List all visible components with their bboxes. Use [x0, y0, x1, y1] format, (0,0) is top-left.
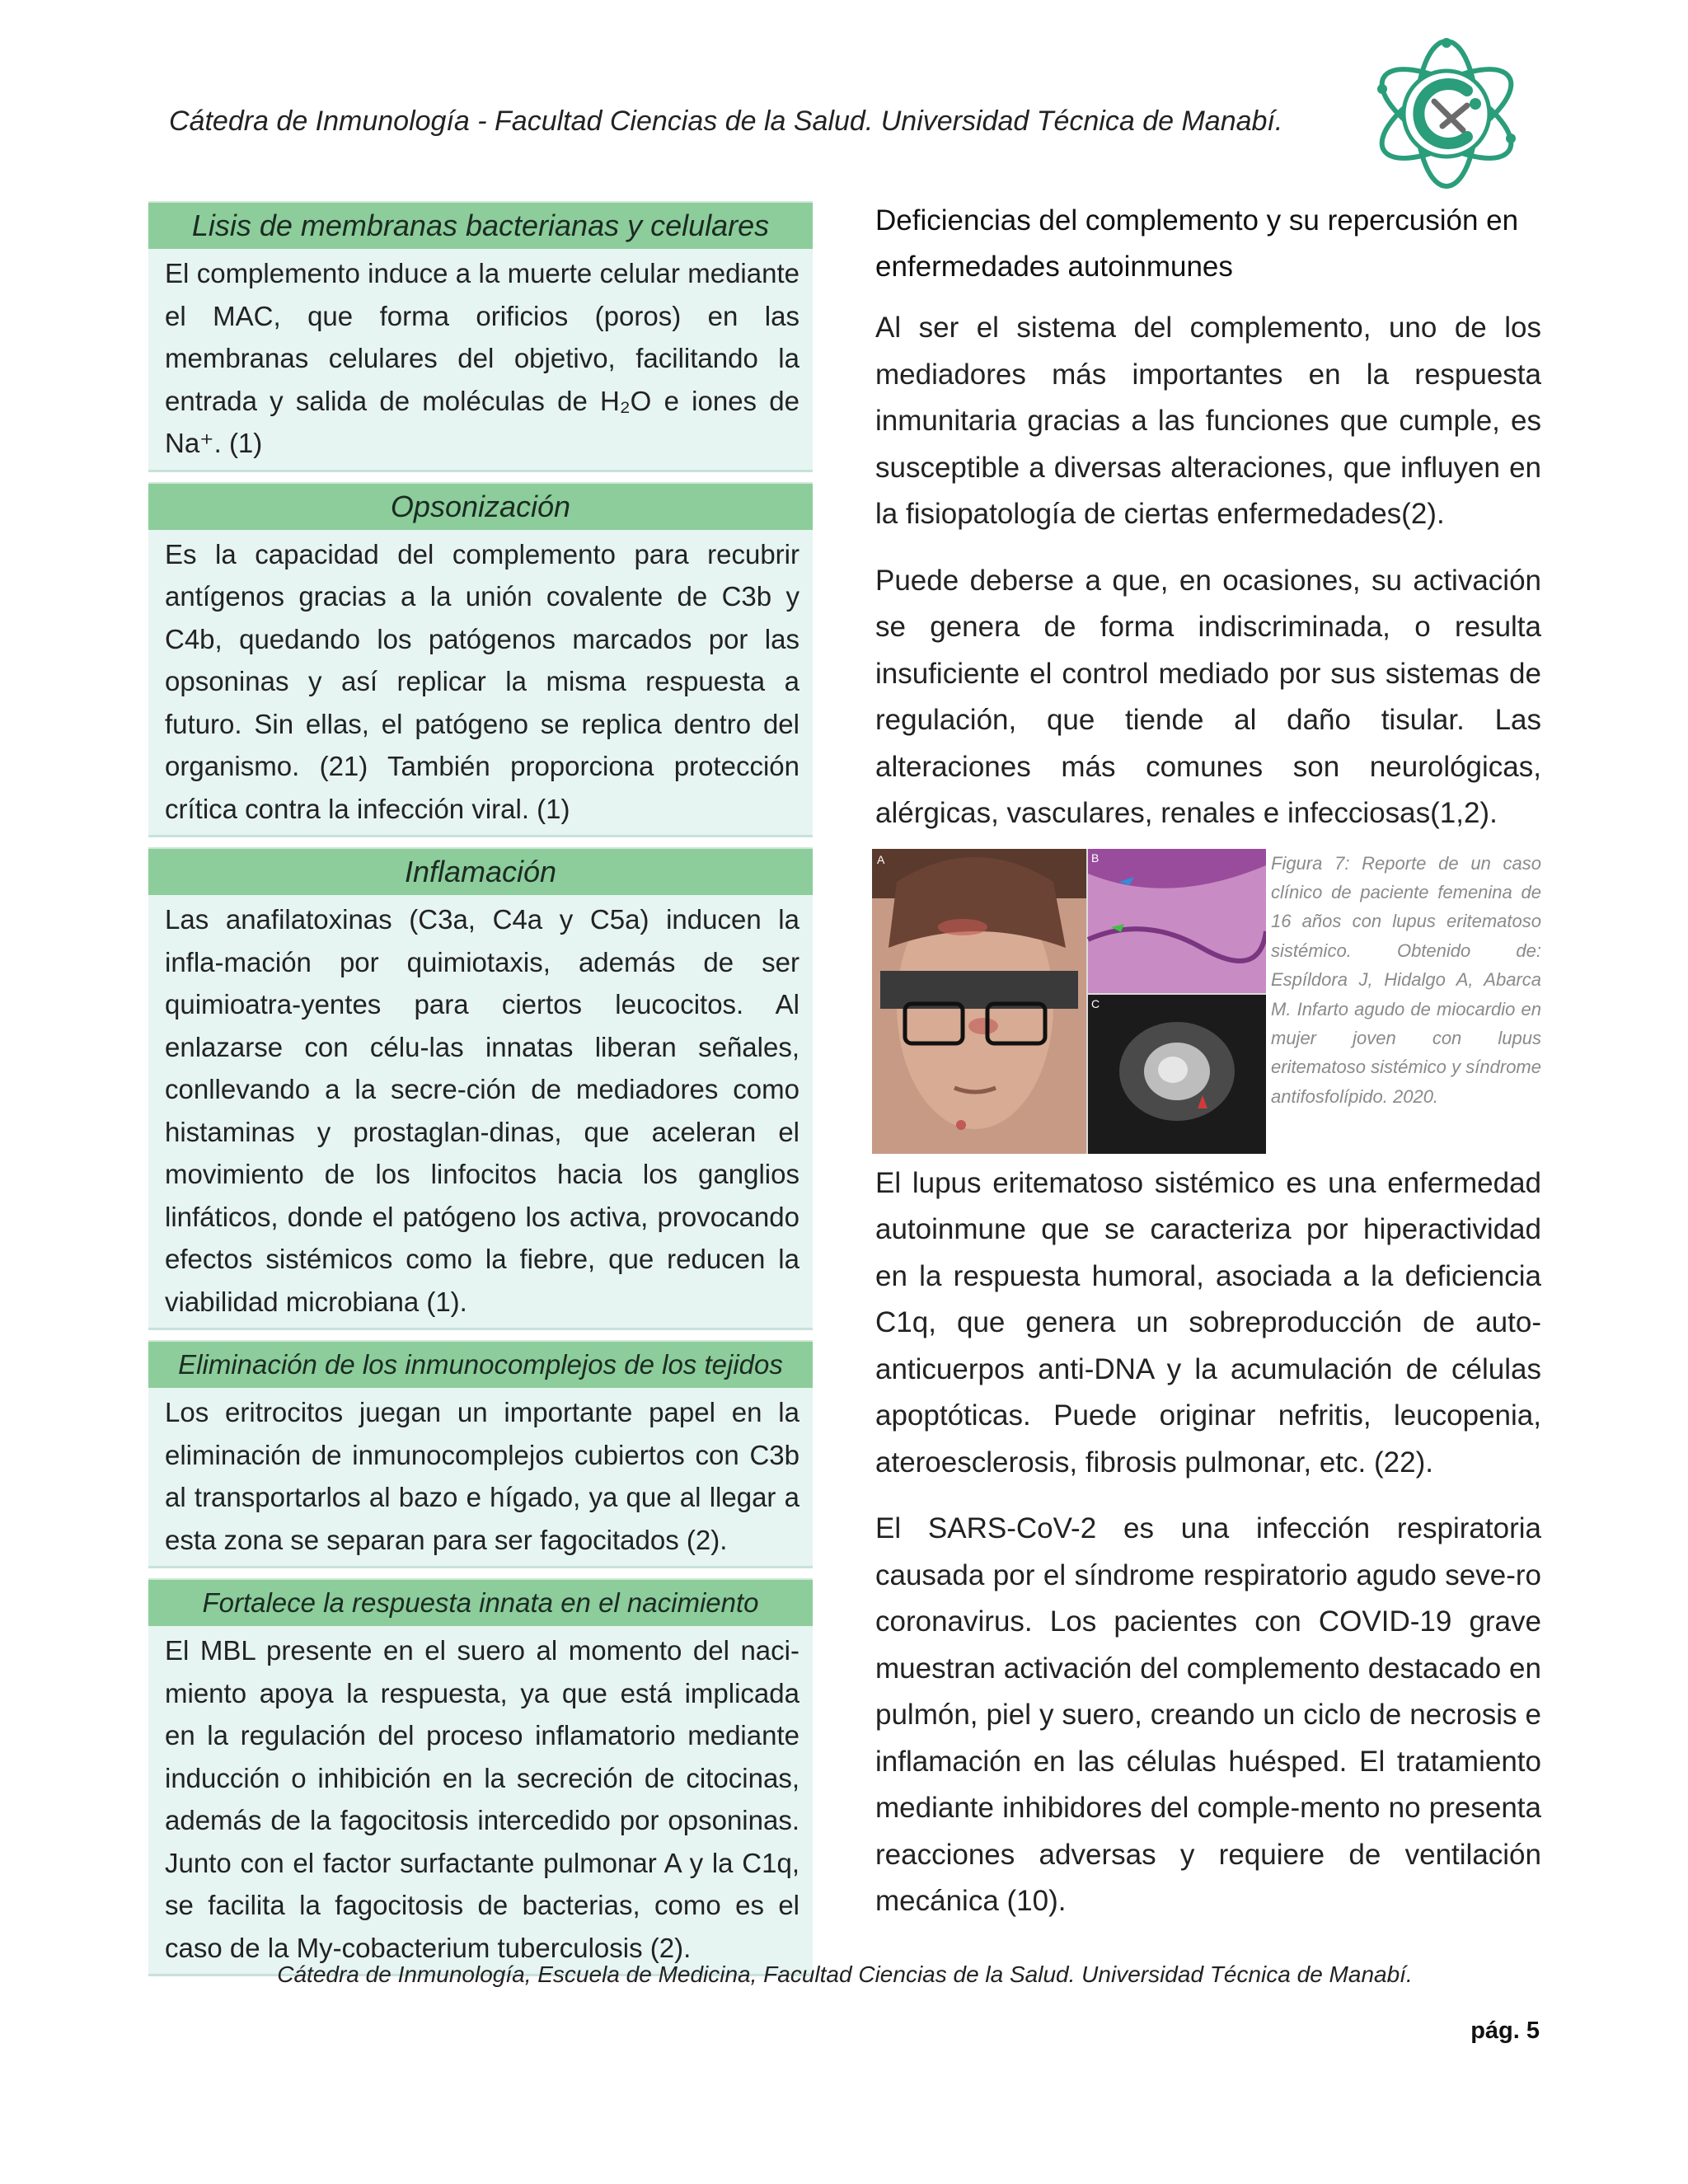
panel-label-c: C [1091, 996, 1100, 1010]
page-footer: Cátedra de Inmunología, Escuela de Medicina, Facultad Ciencias de la Salud. Universidad Técnica de Manabí. [277, 1961, 1413, 1987]
box-title: Lisis de membranas bacterianas y celulares [148, 201, 813, 249]
functions-column [148, 201, 813, 1986]
clinical-case-figure [872, 849, 1266, 1154]
figure-7 [875, 849, 1541, 1155]
paragraph: Al ser el sistema del complemento, uno de los mediadores más importantes en la respuesta inmunitaria gracias a las funciones que cumple, es susceptible a diversas alteraciones, que influyen en la fisiopatología de ciertas enfermedades(2). [875, 312, 1541, 530]
box-body: Es la capacidad del complemento para recubrir antígenos gracias a la unión covalente de C3b y C4b, quedando los patógenos marcados por las opsoninas y así replicar la misma respuesta a futuro. Sin ellas, el patógeno se replica dentro del organismo. (21) También proporciona protección crítica contra la infección viral. (1) [165, 538, 799, 824]
box-body: Las anafilatoxinas (C3a, C4a y C5a) inducen la infla-mación por quimiotaxis, además de ser quimioatra-yentes para ciertos leucocitos. Al enlazarse con célu-las innatas liberan señales, conllevando a la secre-ción de mediadores como histaminas y prostaglan-dinas, que aceleran el movimiento de los linfocitos hacia los ganglios linfáticos, donde el patógeno los activa, provocando efectos sistémicos como la fiebre, que reducen la viabilidad microbiana (1). [165, 904, 799, 1317]
box-title: Eliminación de los inmunocomplejos de los tejidos [148, 1340, 813, 1388]
box-title: Fortalece la respuesta innata en el nacimiento [148, 1578, 813, 1626]
box-eliminacion [148, 1340, 813, 1568]
panel-label-a: A [877, 852, 885, 866]
university-logo [1364, 31, 1529, 196]
section-title: Deficiencias del complemento y su repercusión en enfermedades autoinmunes [875, 204, 1519, 283]
box-opsonizacion [148, 482, 813, 838]
paragraph: El lupus eritematoso sistémico es una enfermedad autoinmune que se caracteriza por hiperactividad en la respuesta humoral, asociada a la deficiencia C1q, que genera un sobreproducción de auto-anticuerpos anti-DNA y la acumulación de células apoptóticas. Puede originar nefritis, leucopenia, ateroesclerosis, fibrosis pulmonar, etc. (22). [875, 1166, 1541, 1479]
box-nacimiento [148, 1578, 813, 1976]
page-number: pág. 5 [1470, 2018, 1540, 2044]
article-column [875, 198, 1541, 1945]
paragraph: Puede deberse a que, en ocasiones, su activación se genera de forma indiscriminada, o resulta insuficiente el control mediado por sus sistemas de regulación, que tiende al daño tisular. Las alteraciones más comunes son neurológicas, alérgicas, vasculares, renales e infecciosas(1,2). [875, 564, 1541, 829]
box-title: Inflamación [148, 847, 813, 895]
box-inflamacion [148, 847, 813, 1330]
paragraph: El SARS-CoV-2 es una infección respiratoria causada por el síndrome respiratorio agudo seve-ro coronavirus. Los pacientes con COVID-19 grave muestran activación del complemento destacado en pulmón, piel y suero, creando un ciclo de necrosis e inflamación en las células huésped. El tratamiento mediante inhibidores del comple-mento no presenta reacciones adversas y requiere de ventilación mecánica (10). [875, 1512, 1541, 1917]
box-body: El complemento induce a la muerte celular mediante el MAC, que forma orificios (poros) en las membranas celulares del objetivo, facilitando la entrada y salida de moléculas de H₂O e iones de Na⁺. (1) [165, 258, 799, 458]
box-title: Opsonización [148, 482, 813, 530]
panel-label-b: B [1091, 851, 1100, 865]
page-header: Cátedra de Inmunología - Facultad Ciencias de la Salud. Universidad Técnica de Manabí. [169, 105, 1283, 137]
box-body: Los eritrocitos juegan un importante papel en la eliminación de inmunocomplejos cubiertos con C3b al transportarlos al bazo e hígado, ya que al llegar a esta zona se separan para ser fagocitados (2). [165, 1397, 799, 1555]
box-body: El MBL presente en el suero al momento del naci-miento apoya la respuesta, ya que está implicada en la regulación del proceso inflamatorio mediante inducción o inhibición en la secreción de citocinas, además de la fagocitosis intercedido por opsoninas. Junto con el factor surfactante pulmonar A y la C1q, se facilita la fagocitosis de bacterias, como es el caso de la My-cobacterium tuberculosis (2). [165, 1635, 799, 1963]
box-lisis [148, 201, 813, 472]
figure-caption: Figura 7: Reporte de un caso clínico de paciente femenina de 16 años con lupus eritematoso sistémico. Obtenido de: Espíldora J, Hidalgo A, Abarca M. Infarto agudo de miocardio en mujer joven con lupus eritematoso sistémico y síndrome antifosfolípido. 2020. [1271, 852, 1541, 1107]
